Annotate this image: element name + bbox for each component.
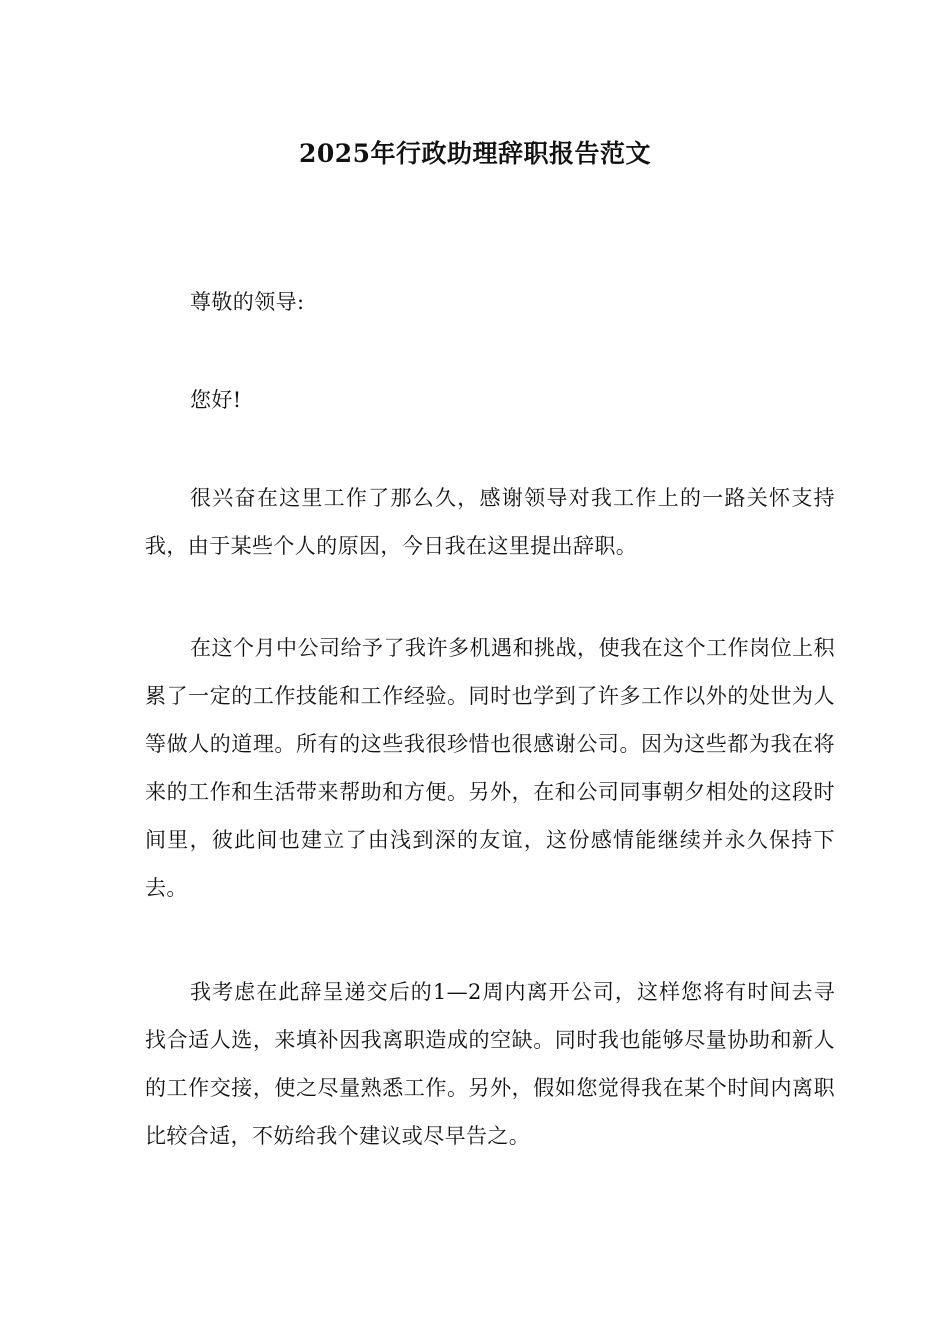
body-paragraph: 我考虑在此辞呈递交后的1—2周内离开公司，这样您将有时间去寻找合适人选，来填补因我离职造成的空缺。同时我也能够尽量协助和新人的工作交接，使之尽量熟悉工作。另外，假如您觉得我在某个时间内离职比较合适，不妨给我个建议或尽早告之。 <box>145 980 835 1148</box>
document-title: 2025年行政助理辞职报告范文 <box>298 139 652 168</box>
body-paragraph: 在这个月中公司给予了我许多机遇和挑战，使我在这个工作岗位上积累了一定的工作技能和工作经验。同时也学到了许多工作以外的处世为人等做人的道理。所有的这些我很珍惜也很感谢公司。因为这些都为我在将来的工作和生活带来帮助和方便。另外，在和公司同事朝夕相处的这段时间里，彼此间也建立了由浅到深的友谊，这份感情能继续并永久保持下去。 <box>145 636 835 900</box>
greeting: 您好! <box>190 388 242 412</box>
body-paragraph: 很兴奋在这里工作了那么久，感谢领导对我工作上的一路关怀支持我，由于某些个人的原因，今日我在这里提出辞职。 <box>145 486 835 558</box>
salutation: 尊敬的领导: <box>190 290 305 314</box>
